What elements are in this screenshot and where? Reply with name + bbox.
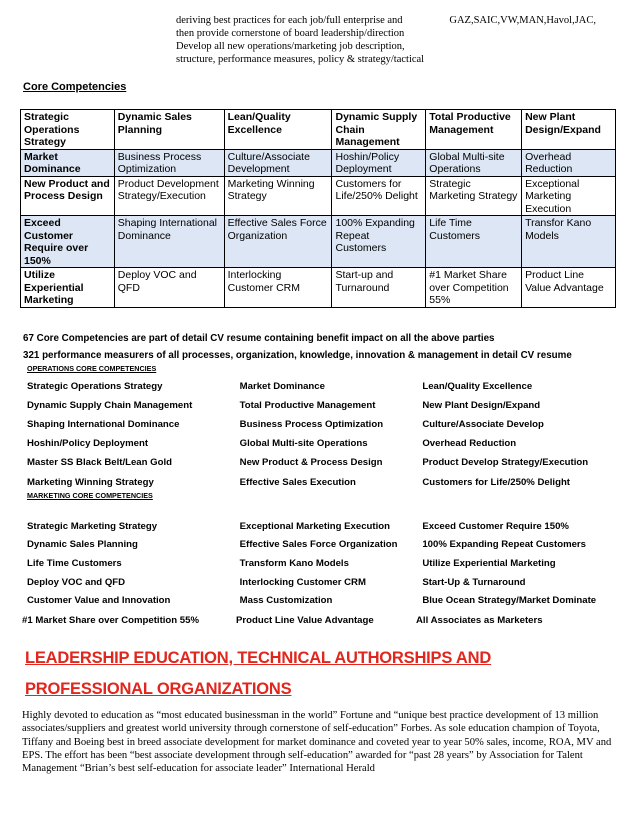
table-header-row bbox=[21, 110, 616, 150]
table-cell: Marketing Winning Strategy bbox=[224, 176, 332, 216]
list-item: Overhead Reduction bbox=[422, 438, 517, 449]
list-item: 100% Expanding Repeat Customers bbox=[422, 539, 587, 550]
table-cell: #1 Market Share over Competition 55% bbox=[426, 268, 522, 308]
marketing-last-row bbox=[22, 615, 617, 626]
list-row bbox=[27, 521, 622, 539]
leadership-paragraph: Highly devoted to education as “most educated businessman in the world” Fortune and “unique best practice development of 13 million associates/suppliers and greatest world university through cornerstone of self-education” Forbes. As sole education champion of Toyota, Tiffany and Boeing best in breed associate development for market dominance and coveted year to year 50% sales, income, ROA, MV and EPS. The effort has been “best associate development through self-education” awarded for “past 28 years” by Association for Talent Management “Brian’s best self-education for associate leader” International Herald bbox=[22, 710, 612, 775]
list-item: Effective Sales Force Organization bbox=[239, 539, 398, 550]
table-cell: Lean/Quality Excellence bbox=[224, 110, 332, 150]
list-row bbox=[27, 577, 622, 595]
leadership-title-line-2: PROFESSIONAL ORGANIZATIONS bbox=[25, 680, 292, 698]
list-item: #1 Market Share over Competition 55% bbox=[22, 615, 200, 626]
list-item: Exceptional Marketing Execution bbox=[239, 521, 390, 532]
list-item: Product Line Value Advantage bbox=[236, 615, 374, 626]
intro-text bbox=[176, 14, 596, 66]
table-cell: Product Line Value Advantage bbox=[522, 268, 616, 308]
operations-list bbox=[27, 381, 622, 496]
list-item: Mass Customization bbox=[239, 595, 333, 606]
list-item: Strategic Marketing Strategy bbox=[27, 521, 158, 532]
list-row bbox=[27, 400, 622, 419]
table-cell: Customers for Life/250% Delight bbox=[332, 176, 426, 216]
table-cell: Culture/Associate Development bbox=[224, 149, 332, 176]
list-item: Dynamic Supply Chain Management bbox=[27, 400, 193, 411]
table-cell: Market Dominance bbox=[21, 149, 115, 176]
list-row bbox=[27, 419, 622, 438]
table-cell: Overhead Reduction bbox=[522, 149, 616, 176]
list-item: Master SS Black Belt/Lean Gold bbox=[27, 457, 173, 468]
list-row bbox=[27, 539, 622, 558]
list-item: Total Productive Management bbox=[239, 400, 376, 411]
table-cell: New Plant Design/Expand bbox=[522, 110, 616, 150]
list-item: Start-Up & Turnaround bbox=[422, 577, 526, 588]
table-row bbox=[21, 176, 616, 216]
marketing-list bbox=[27, 521, 622, 614]
list-item: New Product & Process Design bbox=[239, 457, 383, 468]
list-item: All Associates as Marketers bbox=[416, 615, 543, 626]
list-item: Blue Ocean Strategy/Market Dominate bbox=[422, 595, 597, 606]
table-cell: 100% Expanding Repeat Customers bbox=[332, 216, 426, 268]
table-cell: Exceed Customer Require over 150% bbox=[21, 216, 115, 268]
table-row bbox=[21, 149, 616, 176]
table-cell: Interlocking Customer CRM bbox=[224, 268, 332, 308]
list-item: Life Time Customers bbox=[27, 558, 122, 569]
table-cell: Strategic Marketing Strategy bbox=[426, 176, 522, 216]
list-row bbox=[27, 558, 622, 577]
table-cell: Start-up and Turnaround bbox=[332, 268, 426, 308]
intro-line-3: Develop all new operations/marketing job description, bbox=[176, 41, 405, 52]
core-competencies-heading: Core Competencies bbox=[23, 81, 127, 93]
list-item: Market Dominance bbox=[239, 381, 325, 392]
table-cell: Total Productive Management bbox=[426, 110, 522, 150]
table-cell: Transfor Kano Models bbox=[522, 216, 616, 268]
list-item: Business Process Optimization bbox=[239, 419, 384, 430]
operations-heading: OPERATIONS CORE COMPETENCIES bbox=[27, 364, 157, 373]
list-item: Strategic Operations Strategy bbox=[27, 381, 163, 392]
list-item: Global Multi-site Operations bbox=[239, 438, 368, 449]
list-row bbox=[27, 457, 622, 477]
table-cell: Dynamic Supply Chain Management bbox=[332, 110, 426, 150]
list-row bbox=[27, 381, 622, 400]
table-cell: Life Time Customers bbox=[426, 216, 522, 268]
list-item: Transform Kano Models bbox=[239, 558, 349, 569]
intro-line-1-right: GAZ,SAIC,VW,MAN,Havol,JAC, bbox=[449, 15, 596, 26]
table-cell: Utilize Experiential Marketing bbox=[21, 268, 115, 308]
intro-line-4: structure, performance measures, policy & strategy/tactical bbox=[176, 54, 425, 65]
list-item: Hoshin/Policy Deployment bbox=[27, 438, 149, 449]
list-item: Culture/Associate Develop bbox=[422, 419, 544, 430]
list-item: Exceed Customer Require 150% bbox=[422, 521, 569, 532]
table-cell: Product Development Strategy/Execution bbox=[114, 176, 224, 216]
table-row bbox=[21, 216, 616, 268]
intro-line-2: then provide cornerstone of board leadership/direction bbox=[176, 28, 405, 39]
intro-line-1-left: deriving best practices for each job/full enterprise and bbox=[176, 15, 403, 26]
marketing-heading: MARKETING CORE COMPETENCIES bbox=[27, 491, 153, 500]
list-item: Shaping International Dominance bbox=[27, 419, 180, 430]
summary-line-1: 67 Core Competencies are part of detail CV resume containing benefit impact on all the above parties bbox=[23, 333, 495, 344]
competency-table bbox=[20, 109, 616, 308]
list-item: Marketing Winning Strategy bbox=[27, 477, 154, 488]
summary-line-2: 321 performance measurers of all processes, organization, knowledge, innovation & management in detail CV resume bbox=[23, 350, 572, 361]
list-item: Dynamic Sales Planning bbox=[27, 539, 138, 550]
list-item: Customers for Life/250% Delight bbox=[422, 477, 570, 488]
table-cell: Effective Sales Force Organization bbox=[224, 216, 332, 268]
table-cell: Exceptional Marketing Execution bbox=[522, 176, 616, 216]
list-row bbox=[22, 615, 617, 626]
table-cell: Shaping International Dominance bbox=[114, 216, 224, 268]
table-cell: Business Process Optimization bbox=[114, 149, 224, 176]
list-item: Effective Sales Execution bbox=[239, 477, 356, 488]
table-cell: Strategic Operations Strategy bbox=[21, 110, 115, 150]
list-row bbox=[27, 438, 622, 457]
table-cell: Global Multi-site Operations bbox=[426, 149, 522, 176]
table-cell: New Product and Process Design bbox=[21, 176, 115, 216]
list-item: Utilize Experiential Marketing bbox=[422, 558, 556, 569]
list-item: Product Develop Strategy/Execution bbox=[422, 457, 589, 468]
list-item: New Plant Design/Expand bbox=[422, 400, 541, 411]
list-item: Customer Value and Innovation bbox=[27, 595, 171, 606]
table-row bbox=[21, 268, 616, 308]
table-cell: Dynamic Sales Planning bbox=[114, 110, 224, 150]
table-cell: Hoshin/Policy Deployment bbox=[332, 149, 426, 176]
list-item: Lean/Quality Excellence bbox=[422, 381, 533, 392]
list-item: Deploy VOC and QFD bbox=[27, 577, 126, 588]
list-row bbox=[27, 595, 622, 614]
list-item: Interlocking Customer CRM bbox=[239, 577, 366, 588]
table-cell: Deploy VOC and QFD bbox=[114, 268, 224, 308]
leadership-title-line-1: LEADERSHIP EDUCATION, TECHNICAL AUTHORSHIPS AND bbox=[25, 649, 492, 667]
